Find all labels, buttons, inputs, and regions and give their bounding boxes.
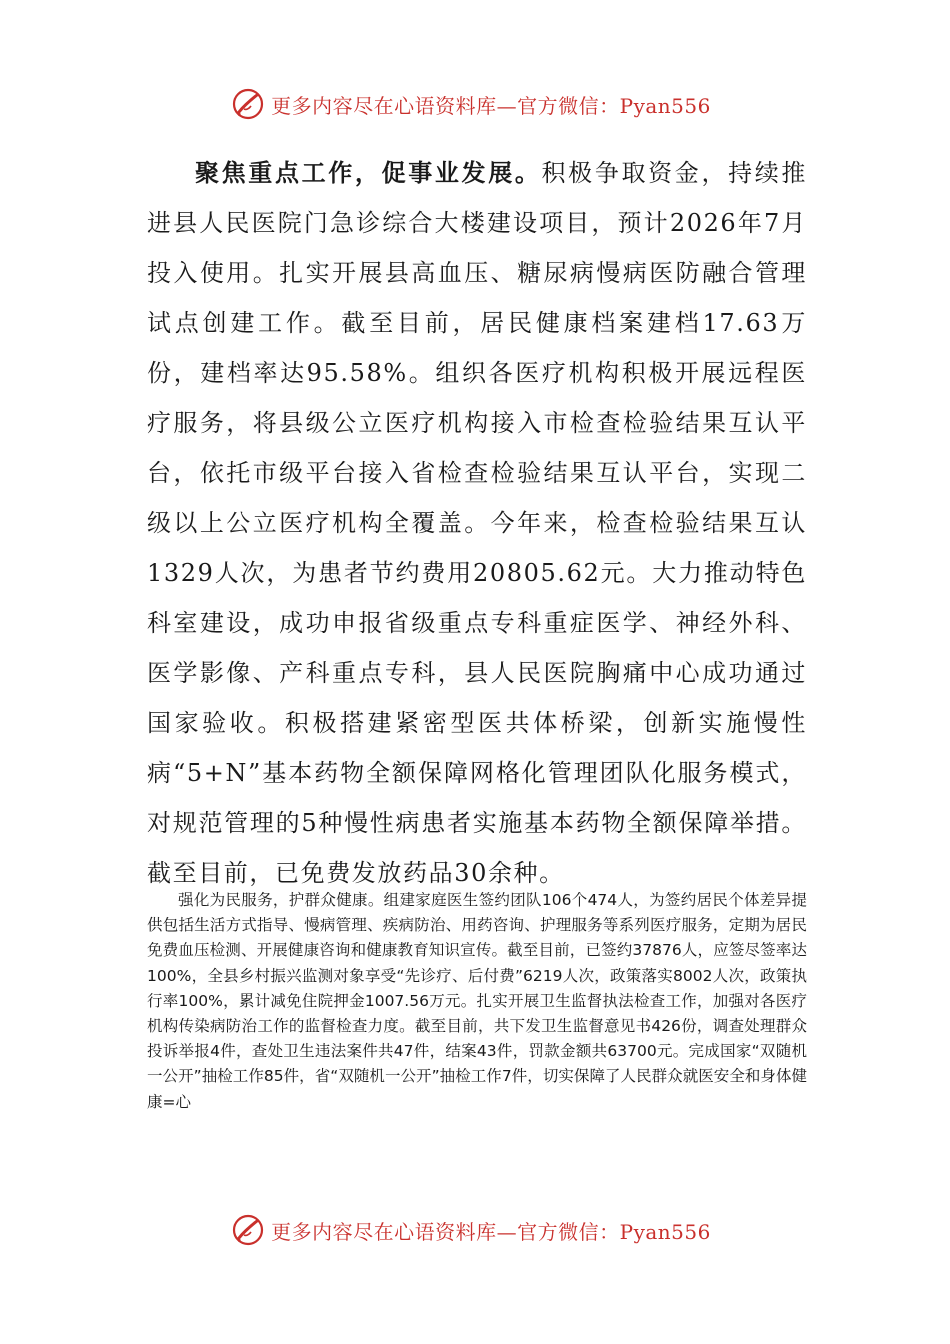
section1-lead: 聚焦重点工作，促事业发展。 <box>195 158 542 187</box>
section2-paragraph: 强化为民服务，护群众健康。组建家庭医生签约团队106个474人，为签约居民个体差异提供包括生活方式指导、慢病管理、疾病防治、用药咨询、护理服务等系列医疗服务，定期为居民免费血压检测、开展健康咨询和健康教育知识宣传。截至目前，已签约37876人，应签尽签率达100%，全县乡村振兴监测对象享受“先诊疗、后付费”6219人次，政策落实8002人次，政策执行率100%，累计减免住院押金1007.56万元。扎实开展卫生监督执法检查工作，加强对各医疗机构传染病防治工作的监督检查力度。截至目前，共下发卫生监督意见书426份，调查处理群众投诉举报4件，查处卫生违法案件共47件，结案43件，罚款金额共63700元。完成国家“双随机一公开”抽检工作85件，省“双随机一公开”抽检工作7件，切实保障了人民群众就医安全和身体健康=心 <box>147 891 807 1111</box>
header-watermark <box>231 87 711 121</box>
section1-body: 积极争取资金，持续推进县人民医院门急诊综合大楼建设项目，预计2026年7月投入使用。扎实开展县高血压、糖尿病慢病医防融合管理试点创建工作。截至目前，居民健康档案建档17.63万份，建档率达95.58%。组织各医疗机构积极开展远程医疗服务，将县级公立医疗机构接入市检查检验结果互认平台，依托市级平台接入省检查检验结果互认平台，实现二级以上公立医疗机构全覆盖。今年来，检查检验结果互认1329人次，为患者节约费用20805.62元。大力推动特色科室建设，成功申报省级重点专科重症医学、神经外科、医学影像、产科重点专科，县人民医院胸痛中心成功通过国家验收。积极搭建紧密型医共体桥梁，创新实施慢性病“5+N”基本药物全额保障网格化管理团队化服务模式，对规范管理的5种慢性病患者实施基本药物全额保障举措。截至目前，已免费发放药品30余种。 <box>147 159 808 887</box>
section1-paragraph <box>147 148 807 898</box>
header-watermark-banner <box>0 84 950 124</box>
pen-logo-icon <box>231 87 265 121</box>
footer-watermark <box>231 1213 711 1247</box>
pen-logo-icon <box>231 1213 265 1247</box>
footer-watermark-text: 更多内容尽在心语资料库—官方微信：Pyan556 <box>271 1219 711 1244</box>
footer-watermark-banner <box>0 1210 950 1250</box>
header-watermark-text: 更多内容尽在心语资料库—官方微信：Pyan556 <box>271 93 711 118</box>
